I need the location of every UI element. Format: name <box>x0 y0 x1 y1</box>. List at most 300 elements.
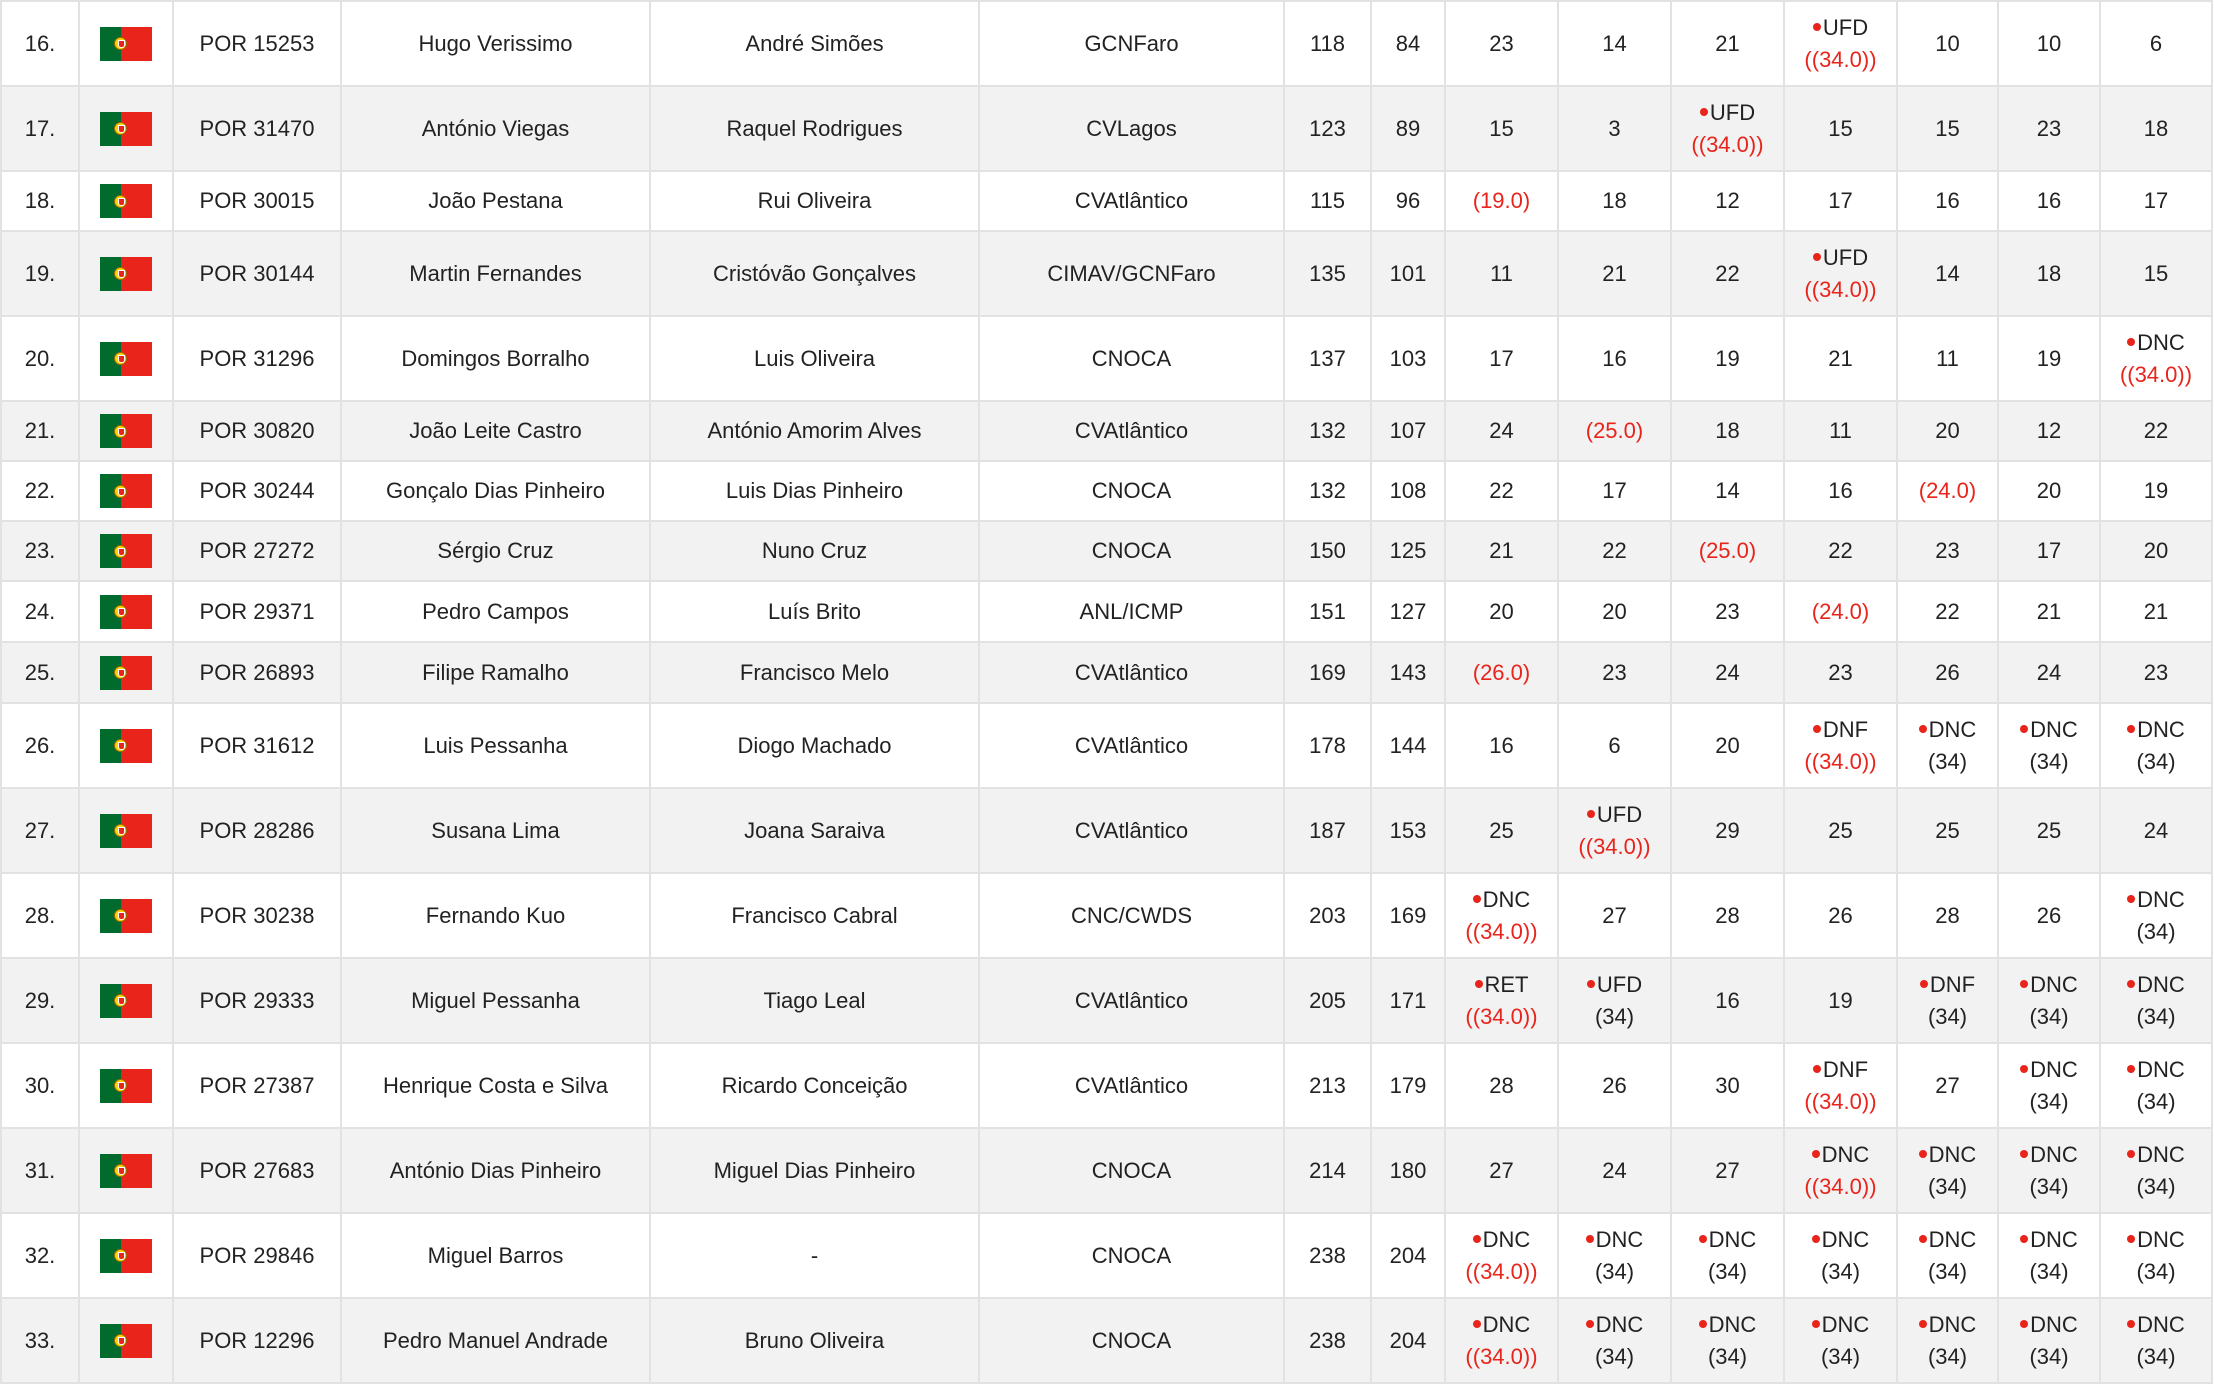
race-score: 24 <box>1715 659 1740 685</box>
race-score-cell <box>1558 873 1671 958</box>
race-score-cell <box>1784 86 1897 171</box>
race-score-cell <box>1558 401 1671 461</box>
penalty-code: DNC <box>1789 1224 1892 1256</box>
race-score: 23 <box>2036 115 2062 141</box>
race-score: 11 <box>1936 345 1959 371</box>
sail-number-cell: POR 29371 <box>173 581 341 642</box>
race-score: 22 <box>1602 538 1627 563</box>
flag-cell <box>79 171 173 231</box>
net-points-cell: 127 <box>1371 581 1445 642</box>
total-points-cell: 137 <box>1284 316 1371 401</box>
discarded-score: ((34.0)) <box>1465 1258 1538 1284</box>
race-score-cell <box>1671 171 1784 231</box>
race-score-cell <box>1998 873 2100 958</box>
crew-name-cell: Cristóvão Gonçalves <box>650 231 979 316</box>
total-points-cell: 238 <box>1284 1213 1371 1298</box>
race-score: 12 <box>2036 418 2062 443</box>
portugal-flag-icon <box>100 1324 152 1358</box>
penalty-code: DNC <box>2003 714 2095 746</box>
club-cell: CNOCA <box>979 316 1284 401</box>
race-score-cell <box>1784 1213 1897 1298</box>
race-score: 28 <box>1489 1072 1514 1098</box>
club-cell: CVAtlântico <box>979 703 1284 788</box>
discarded-score: (24.0) <box>1918 478 1977 503</box>
sail-number-cell: POR 29333 <box>173 958 341 1043</box>
race-score: 20 <box>2143 538 2169 563</box>
discarded-score: ((34.0)) <box>1804 748 1877 774</box>
race-score-cell <box>2100 581 2212 642</box>
sail-number-cell: POR 15253 <box>173 1 341 86</box>
portugal-flag-icon <box>100 474 152 508</box>
race-score: 12 <box>1715 188 1740 213</box>
race-score-cell <box>1671 521 1784 581</box>
penalty-score: (34) <box>2029 1343 2069 1369</box>
race-score-cell <box>1445 316 1558 401</box>
helm-name-cell: Domingos Borralho <box>341 316 650 401</box>
net-points-cell: 204 <box>1371 1298 1445 1383</box>
race-score-cell <box>1897 1128 1998 1213</box>
race-score: 20 <box>1489 598 1514 624</box>
crew-name-cell: Bruno Oliveira <box>650 1298 979 1383</box>
penalty-dot-icon <box>2020 725 2028 733</box>
penalty-score: (34) <box>2136 1173 2176 1199</box>
helm-name-cell: António Viegas <box>341 86 650 171</box>
race-score: 19 <box>2036 345 2062 371</box>
race-score-cell <box>1671 1213 1784 1298</box>
penalty-code: DNC <box>1676 1309 1779 1341</box>
total-points-cell: 132 <box>1284 461 1371 521</box>
sail-number-cell: POR 27387 <box>173 1043 341 1128</box>
net-points-cell: 179 <box>1371 1043 1445 1128</box>
race-score-cell <box>1784 958 1897 1043</box>
race-score-cell <box>1998 461 2100 521</box>
rank-cell: 29. <box>1 958 79 1043</box>
sail-number-cell: POR 27683 <box>173 1128 341 1213</box>
flag-cell <box>79 581 173 642</box>
race-score-cell <box>1671 1298 1784 1383</box>
race-score-cell <box>1558 316 1671 401</box>
portugal-flag-icon <box>100 27 152 61</box>
penalty-score: (34) <box>1707 1343 1748 1369</box>
race-score: 14 <box>1602 30 1627 56</box>
total-points-cell: 150 <box>1284 521 1371 581</box>
table-row[interactable] <box>1 642 2212 703</box>
club-cell: GCNFaro <box>979 1 1284 86</box>
club-cell: CNOCA <box>979 1298 1284 1383</box>
race-score-cell <box>1897 1043 1998 1128</box>
penalty-score: (34) <box>1594 1343 1635 1369</box>
penalty-dot-icon <box>2020 1320 2028 1328</box>
net-points-cell: 84 <box>1371 1 1445 86</box>
race-score-cell <box>1558 521 1671 581</box>
penalty-code: DNC <box>1902 1224 1993 1256</box>
helm-name-cell: Luis Pessanha <box>341 703 650 788</box>
race-score-cell <box>1445 873 1558 958</box>
portugal-flag-icon <box>100 595 152 629</box>
portugal-flag-icon <box>100 729 152 763</box>
race-score-cell <box>1558 461 1671 521</box>
crew-name-cell: André Simões <box>650 1 979 86</box>
helm-name-cell: Hugo Verissimo <box>341 1 650 86</box>
race-score-cell <box>1671 581 1784 642</box>
portugal-flag-icon <box>100 899 152 933</box>
penalty-code: UFD <box>1676 97 1779 129</box>
total-points-cell: 135 <box>1284 231 1371 316</box>
race-score: 14 <box>1715 478 1740 503</box>
penalty-dot-icon <box>2127 1150 2135 1158</box>
flag-cell <box>79 642 173 703</box>
penalty-code: DNC <box>1789 1139 1892 1171</box>
race-score: 19 <box>1715 345 1740 371</box>
table-row[interactable] <box>1 401 2212 461</box>
total-points-cell: 203 <box>1284 873 1371 958</box>
flag-cell <box>79 461 173 521</box>
race-score-cell <box>1998 171 2100 231</box>
penalty-code: DNC <box>2003 1224 2095 1256</box>
race-score: 10 <box>2036 30 2062 56</box>
club-cell: CVAtlântico <box>979 642 1284 703</box>
race-score: 21 <box>2036 598 2062 624</box>
race-score: 15 <box>2143 260 2169 286</box>
rank-cell: 19. <box>1 231 79 316</box>
table-row[interactable] <box>1 1 2212 86</box>
club-cell: CNOCA <box>979 521 1284 581</box>
table-row[interactable] <box>1 316 2212 401</box>
rank-cell: 21. <box>1 401 79 461</box>
race-score: 23 <box>2143 659 2169 685</box>
penalty-code: DNC <box>2105 969 2207 1001</box>
net-points-cell: 125 <box>1371 521 1445 581</box>
penalty-dot-icon <box>1919 1320 1927 1328</box>
race-score: 15 <box>1935 115 1960 141</box>
race-score-cell <box>1671 316 1784 401</box>
race-score-cell <box>2100 86 2212 171</box>
penalty-score: (34) <box>1927 1258 1968 1284</box>
rank-cell: 26. <box>1 703 79 788</box>
penalty-dot-icon <box>1473 1235 1481 1243</box>
penalty-dot-icon <box>1699 1235 1707 1243</box>
penalty-score: (34) <box>1927 748 1968 774</box>
helm-name-cell: Gonçalo Dias Pinheiro <box>341 461 650 521</box>
total-points-cell: 123 <box>1284 86 1371 171</box>
penalty-code: DNC <box>2105 714 2207 746</box>
race-score: 17 <box>1828 188 1853 213</box>
race-score-cell <box>1897 521 1998 581</box>
race-score-cell <box>1784 788 1897 873</box>
penalty-code: DNC <box>1450 884 1553 916</box>
race-score-cell <box>1445 581 1558 642</box>
race-score: 3 <box>1608 115 1621 141</box>
race-score: 17 <box>2143 188 2169 213</box>
rank-cell: 33. <box>1 1298 79 1383</box>
net-points-cell: 96 <box>1371 171 1445 231</box>
race-score-cell <box>1998 581 2100 642</box>
table-row[interactable] <box>1 521 2212 581</box>
table-row[interactable] <box>1 231 2212 316</box>
flag-cell <box>79 1043 173 1128</box>
race-score-cell <box>1445 703 1558 788</box>
penalty-dot-icon <box>2127 338 2135 346</box>
race-score-cell <box>1897 873 1998 958</box>
race-score: 11 <box>1829 418 1852 443</box>
race-score: 24 <box>1489 418 1514 443</box>
race-score: 23 <box>1715 598 1740 624</box>
race-score: 27 <box>1715 1157 1740 1183</box>
helm-name-cell: Filipe Ramalho <box>341 642 650 703</box>
rank-cell: 16. <box>1 1 79 86</box>
race-score-cell <box>1445 461 1558 521</box>
penalty-code: DNC <box>1676 1224 1779 1256</box>
race-score: 16 <box>1602 345 1627 371</box>
table-row[interactable] <box>1 873 2212 958</box>
penalty-code: DNC <box>1450 1224 1553 1256</box>
portugal-flag-icon <box>100 1069 152 1103</box>
race-score-cell <box>1558 703 1671 788</box>
net-points-cell: 180 <box>1371 1128 1445 1213</box>
race-score: 26 <box>2036 902 2062 928</box>
race-score-cell <box>1784 1298 1897 1383</box>
race-score: 16 <box>1715 987 1740 1013</box>
total-points-cell: 187 <box>1284 788 1371 873</box>
penalty-dot-icon <box>2020 1065 2028 1073</box>
race-score-cell <box>2100 231 2212 316</box>
penalty-code: DNC <box>1789 1309 1892 1341</box>
penalty-code: DNC <box>1902 1139 1993 1171</box>
race-score-cell <box>1784 1 1897 86</box>
race-score: 22 <box>1715 260 1740 286</box>
race-score-cell <box>1784 703 1897 788</box>
race-score: 21 <box>1828 345 1853 371</box>
race-score-cell <box>1897 1298 1998 1383</box>
portugal-flag-icon <box>100 984 152 1018</box>
portugal-flag-icon <box>100 1154 152 1188</box>
helm-name-cell: Susana Lima <box>341 788 650 873</box>
race-score: 18 <box>1715 418 1740 443</box>
table-row[interactable] <box>1 1213 2212 1298</box>
race-score: 20 <box>1935 418 1960 443</box>
club-cell: CNOCA <box>979 1128 1284 1213</box>
flag-cell <box>79 1128 173 1213</box>
table-row[interactable] <box>1 86 2212 171</box>
crew-name-cell: Miguel Dias Pinheiro <box>650 1128 979 1213</box>
discarded-score: ((34.0)) <box>1804 276 1877 302</box>
race-score-cell <box>1558 171 1671 231</box>
race-score-cell <box>2100 1043 2212 1128</box>
race-score-cell <box>1558 231 1671 316</box>
penalty-code: DNC <box>2105 884 2207 916</box>
portugal-flag-icon <box>100 534 152 568</box>
race-score-cell <box>1671 1043 1784 1128</box>
penalty-dot-icon <box>1812 1150 1820 1158</box>
race-score: 21 <box>2143 598 2169 624</box>
crew-name-cell: Raquel Rodrigues <box>650 86 979 171</box>
penalty-score: (34) <box>1594 1258 1635 1284</box>
crew-name-cell: Francisco Melo <box>650 642 979 703</box>
rank-cell: 20. <box>1 316 79 401</box>
flag-cell <box>79 401 173 461</box>
helm-name-cell: Miguel Barros <box>341 1213 650 1298</box>
penalty-code: DNF <box>1789 714 1892 746</box>
race-score-cell <box>2100 171 2212 231</box>
helm-name-cell: Henrique Costa e Silva <box>341 1043 650 1128</box>
penalty-code: DNC <box>2003 1139 2095 1171</box>
race-score: 17 <box>2036 538 2062 563</box>
sail-number-cell: POR 30015 <box>173 171 341 231</box>
helm-name-cell: Martin Fernandes <box>341 231 650 316</box>
race-score: 28 <box>1935 902 1960 928</box>
discarded-score: ((34.0)) <box>2119 361 2193 387</box>
race-score-cell <box>1784 231 1897 316</box>
table-row[interactable] <box>1 958 2212 1043</box>
penalty-dot-icon <box>1475 980 1483 988</box>
race-score: 24 <box>2036 659 2062 685</box>
race-score: 16 <box>1828 478 1853 503</box>
race-score: 25 <box>2036 817 2062 843</box>
penalty-dot-icon <box>1586 1235 1594 1243</box>
table-row[interactable] <box>1 461 2212 521</box>
table-row[interactable] <box>1 1128 2212 1213</box>
race-score: 28 <box>1715 902 1740 928</box>
crew-name-cell: Luís Brito <box>650 581 979 642</box>
net-points-cell: 153 <box>1371 788 1445 873</box>
race-score-cell <box>1784 461 1897 521</box>
race-score-cell <box>1445 1298 1558 1383</box>
race-score: 20 <box>1715 732 1740 758</box>
table-row[interactable] <box>1 703 2212 788</box>
sail-number-cell: POR 30144 <box>173 231 341 316</box>
penalty-dot-icon <box>1813 23 1821 31</box>
penalty-code: DNC <box>2003 969 2095 1001</box>
crew-name-cell: Luis Dias Pinheiro <box>650 461 979 521</box>
race-score: 18 <box>2036 260 2062 286</box>
sail-number-cell: POR 31612 <box>173 703 341 788</box>
penalty-dot-icon <box>1919 725 1927 733</box>
crew-name-cell: - <box>650 1213 979 1298</box>
race-score-cell <box>1671 873 1784 958</box>
race-score-cell <box>1445 788 1558 873</box>
race-score: 16 <box>2036 188 2062 213</box>
race-score-cell <box>1897 461 1998 521</box>
penalty-code: RET <box>1450 969 1553 1001</box>
race-score-cell <box>1897 642 1998 703</box>
race-score: 24 <box>2143 817 2169 843</box>
table-row[interactable] <box>1 1298 2212 1383</box>
race-score: 23 <box>1828 659 1853 685</box>
penalty-score: (34) <box>2136 1258 2176 1284</box>
portugal-flag-icon <box>100 342 152 376</box>
penalty-dot-icon <box>2127 980 2135 988</box>
race-score-cell <box>1897 703 1998 788</box>
penalty-dot-icon <box>1587 980 1595 988</box>
race-score-cell <box>2100 1 2212 86</box>
race-score-cell <box>1445 86 1558 171</box>
table-row[interactable] <box>1 1043 2212 1128</box>
race-score: 17 <box>1602 478 1627 503</box>
penalty-code: DNC <box>2003 1054 2095 1086</box>
total-points-cell: 118 <box>1284 1 1371 86</box>
crew-name-cell: Francisco Cabral <box>650 873 979 958</box>
race-score-cell <box>1897 401 1998 461</box>
race-score-cell <box>2100 461 2212 521</box>
rank-cell: 22. <box>1 461 79 521</box>
penalty-dot-icon <box>1473 1320 1481 1328</box>
net-points-cell: 101 <box>1371 231 1445 316</box>
race-score-cell <box>1445 171 1558 231</box>
results-body <box>1 1 2212 1383</box>
race-score: 23 <box>1602 659 1627 685</box>
table-row[interactable] <box>1 581 2212 642</box>
penalty-code: DNC <box>2105 1224 2207 1256</box>
race-score-cell <box>1998 1 2100 86</box>
race-score-cell <box>1998 521 2100 581</box>
race-score: 22 <box>1828 538 1853 563</box>
discarded-score: ((34.0)) <box>1465 1343 1538 1369</box>
penalty-dot-icon <box>2127 1235 2135 1243</box>
race-score: 25 <box>1489 817 1514 843</box>
rank-cell: 17. <box>1 86 79 171</box>
race-score-cell <box>1897 316 1998 401</box>
race-score-cell <box>1897 1 1998 86</box>
penalty-dot-icon <box>1919 1150 1927 1158</box>
crew-name-cell: Rui Oliveira <box>650 171 979 231</box>
sail-number-cell: POR 30820 <box>173 401 341 461</box>
penalty-dot-icon <box>2127 1065 2135 1073</box>
race-score-cell <box>1671 642 1784 703</box>
race-score-cell <box>1897 581 1998 642</box>
race-score: 30 <box>1715 1072 1740 1098</box>
race-score-cell <box>2100 1298 2212 1383</box>
race-score-cell <box>1445 1213 1558 1298</box>
race-score: 10 <box>1935 30 1960 56</box>
race-score-cell <box>2100 642 2212 703</box>
race-score-cell <box>1998 1043 2100 1128</box>
race-score: 19 <box>1828 987 1853 1013</box>
race-score: 23 <box>1935 538 1960 563</box>
net-points-cell: 107 <box>1371 401 1445 461</box>
race-score: 23 <box>1489 30 1514 56</box>
discarded-score: ((34.0)) <box>1804 1173 1877 1199</box>
table-row[interactable] <box>1 171 2212 231</box>
race-score: 6 <box>2149 30 2163 56</box>
race-score-cell <box>2100 1128 2212 1213</box>
race-score: 27 <box>1489 1157 1514 1183</box>
penalty-dot-icon <box>1812 1320 1820 1328</box>
penalty-score: (34) <box>1927 1173 1968 1199</box>
race-score-cell <box>2100 873 2212 958</box>
rank-cell: 27. <box>1 788 79 873</box>
race-score-cell <box>1784 401 1897 461</box>
table-row[interactable] <box>1 788 2212 873</box>
race-score-cell <box>1998 1128 2100 1213</box>
discarded-score: ((34.0)) <box>1578 833 1651 859</box>
race-score: 22 <box>2143 418 2169 443</box>
race-score-cell <box>1998 958 2100 1043</box>
penalty-code: DNC <box>2003 1309 2095 1341</box>
portugal-flag-icon <box>100 257 152 291</box>
total-points-cell: 214 <box>1284 1128 1371 1213</box>
penalty-dot-icon <box>2127 895 2135 903</box>
race-score: 6 <box>1608 732 1621 758</box>
discarded-score: ((34.0)) <box>1804 1088 1877 1114</box>
race-score-cell <box>1998 316 2100 401</box>
total-points-cell: 115 <box>1284 171 1371 231</box>
total-points-cell: 169 <box>1284 642 1371 703</box>
helm-name-cell: João Pestana <box>341 171 650 231</box>
crew-name-cell: Tiago Leal <box>650 958 979 1043</box>
race-score-cell <box>2100 1213 2212 1298</box>
penalty-code: UFD <box>1563 969 1666 1001</box>
penalty-code: DNC <box>1563 1224 1666 1256</box>
